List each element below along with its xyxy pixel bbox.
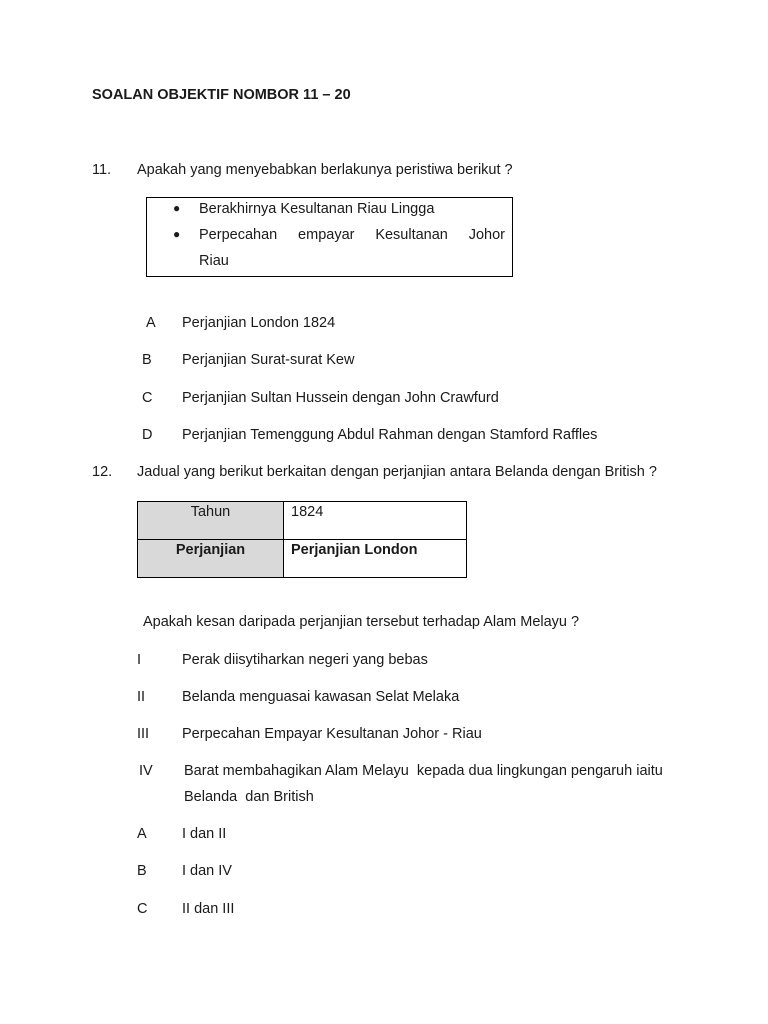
table-cell-text: Perjanjian (175, 542, 246, 558)
treaty-table (137, 501, 467, 578)
statement-numeral: II (137, 689, 146, 705)
bullet-2-word: Kesultanan (375, 227, 448, 243)
box-bullet-1: Berakhirnya Kesultanan Riau Lingga (199, 201, 435, 217)
question-12-text: Jadual yang berikut berkaitan dengan perjanjian antara Belanda dengan British ? (137, 464, 657, 480)
statement-numeral: I (137, 652, 142, 668)
statement-text: Perpecahan Empayar Kesultanan Johor - Riau (182, 726, 482, 742)
table-cell-label (138, 502, 284, 540)
option-letter: A (137, 826, 147, 842)
bullet-2-word: empayar (298, 227, 355, 243)
table-row (138, 502, 467, 540)
bullet-icon: ● (173, 201, 181, 215)
option-letter: B (142, 352, 152, 368)
table-cell-value (284, 502, 467, 540)
table-cell-text: Perjanjian London (291, 542, 418, 558)
option-text: I dan II (182, 826, 227, 842)
section-heading: SOALAN OBJEKTIF NOMBOR 11 – 20 (92, 87, 351, 103)
statement-text: Barat membahagikan Alam Melayu kepada dua lingkungan pengaruh iaitu (184, 763, 663, 779)
option-text: Perjanjian Surat-surat Kew (182, 352, 355, 368)
option-letter: C (137, 901, 148, 917)
question-11-number: 11. (92, 162, 112, 178)
statement-numeral: III (137, 726, 150, 742)
table-cell-value (284, 540, 467, 578)
option-text: I dan IV (182, 863, 232, 879)
table-cell-text: 1824 (291, 504, 324, 520)
option-text: Perjanjian Temenggung Abdul Rahman dengan Stamford Raffles (182, 427, 598, 443)
question-12-prompt: Apakah kesan daripada perjanjian tersebut terhadap Alam Melayu ? (143, 614, 580, 630)
option-letter: A (146, 315, 156, 331)
option-letter: B (137, 863, 147, 879)
box-bullet-2-continuation: Riau (199, 253, 229, 269)
option-text: Perjanjian London 1824 (182, 315, 336, 331)
option-letter: C (142, 390, 153, 406)
statement-numeral: IV (139, 763, 153, 779)
table-cell-label (138, 540, 284, 578)
option-letter: D (142, 427, 153, 443)
bullet-2-word: Perpecahan (199, 227, 278, 243)
box-bullet-2 (199, 226, 505, 244)
option-text: Perjanjian Sultan Hussein dengan John Crawfurd (182, 390, 499, 406)
question-12-number: 12. (92, 464, 113, 480)
statement-text-continuation: Belanda dan British (184, 789, 314, 805)
option-text: II dan III (182, 901, 235, 917)
question-11-text: Apakah yang menyebabkan berlakunya peristiwa berikut ? (137, 162, 513, 178)
bullet-2-word: Johor (468, 227, 505, 243)
statement-text: Belanda menguasai kawasan Selat Melaka (182, 689, 460, 705)
table-cell-text: Tahun (190, 504, 231, 520)
question-11-box (146, 197, 513, 277)
statement-text: Perak diisytiharkan negeri yang bebas (182, 652, 428, 668)
table-row (138, 540, 467, 578)
bullet-icon: ● (173, 227, 181, 241)
